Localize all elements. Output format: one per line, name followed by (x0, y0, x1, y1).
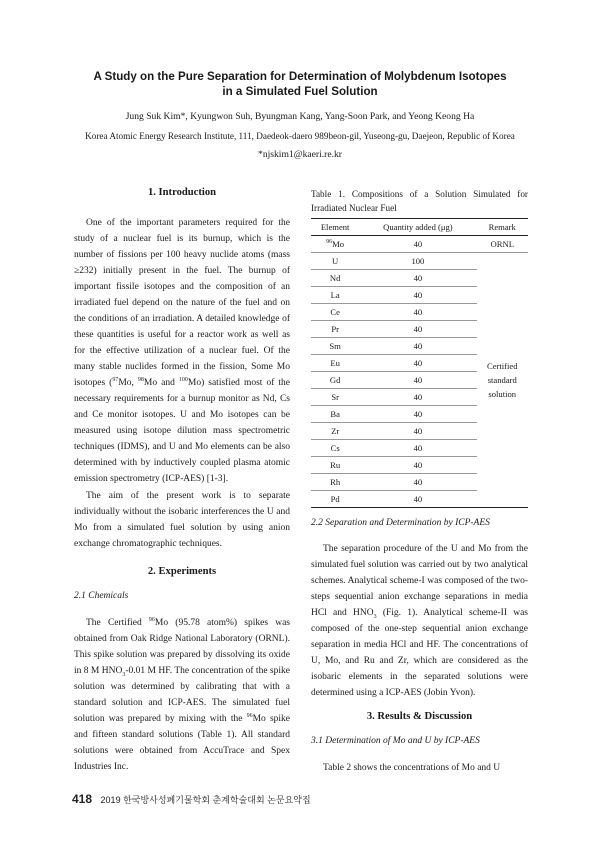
header-element: Element (320, 222, 350, 232)
cell-remark-ornl: ORNL (490, 239, 514, 249)
affiliation: Korea Atomic Energy Research Institute, 111, Daedeok-daero 989beon-gil, Yuseong-gu, Daejeon, Republic of Korea (85, 131, 515, 141)
cell-element: Ba (330, 409, 340, 419)
cell-quantity: 40 (413, 324, 423, 334)
cell-remark-standard: Certified standard solution (477, 253, 529, 508)
cell-quantity: 40 (413, 307, 423, 317)
determination-heading: 3.1 Determination of Mo and U by ICP-AES (311, 736, 480, 746)
cell-quantity: 40 (413, 426, 423, 436)
cell-quantity: 40 (413, 494, 423, 504)
table-row (311, 236, 528, 253)
cell-element: U (332, 256, 339, 266)
cell-element: Nd (329, 273, 341, 283)
cell-element: Ru (330, 460, 341, 470)
intro-paragraph-1: One of the important parameters required for the study of a nuclear fuel is its burnup, which is the number of fissions per 100 heavy nuclide atoms (mass ≥232) initially present in the fuel. The burnup of important fissile isotopes and the composition of an irradiated fuel depend on the nature of the fuel and on the conditions of an irradiation. A detailed knowledge of these quantities is useful for a reactor work as well as for the effective utilization of a nuclear fuel. Of the many stable nuclides formed in the fission, Some Mo isotopes ($^{97}$Mo, $^{98}$Mo and $^{100}$Mo) satisfied most of the necessary requirements for a burnup monitor as Nd, Cs and Ce monitor isotopes. U and Mo isotopes can be measured using isotope dilution mass spectrometric techniques (IDMS), and U and Mo elements can be also determined with by inductively coupled plasma atomic emission spectrometry (ICP-AES) [1-3]. (74, 218, 290, 484)
cell-element: Ce (330, 307, 340, 317)
cell-element: $^{96}$Mo (326, 239, 345, 249)
page-number: 418 (72, 792, 93, 806)
table-header-row (311, 219, 528, 236)
cell-quantity: 40 (413, 341, 423, 351)
cell-element: Rh (330, 477, 341, 487)
cell-quantity: 40 (413, 290, 423, 300)
cell-element: Gd (329, 375, 341, 385)
chemicals-heading: 2.1 Chemicals (74, 591, 129, 601)
cell-element: La (330, 290, 340, 300)
cell-quantity: 100 (411, 256, 425, 266)
cell-quantity: 40 (413, 460, 423, 470)
separation-paragraph: The separation procedure of the U and Mo from the simulated fuel solution was carried out by two analytical schemes. Analytical scheme-I was composed of the two-steps sequential anion exchange separations in media HCl and $HNO_3$ (Fig. 1). Analytical scheme-II was composed of the one-step sequential anion exchange separation in media HCl and HF. The concentrations of U, Mo, and Ru and Zr, which are considered as the isobaric elements in the separated solutions were determined using a ICP-AES (Jobin Yvon). (311, 544, 529, 698)
corresponding-email: *njskim1@kaeri.re.kr (258, 149, 342, 160)
author-list: Jung Suk Kim*, Kyungwon Suh, Byungman Kang, Yang-Soon Park, and Yeong Keong Ha (125, 111, 475, 122)
page-footer (72, 792, 311, 806)
right-column (311, 187, 528, 776)
cell-quantity: 40 (413, 358, 423, 368)
cell-element: Pd (330, 494, 340, 504)
cell-quantity: 40 (413, 375, 423, 385)
left-column (74, 187, 290, 775)
cell-quantity: 40 (413, 409, 423, 419)
cell-quantity: 40 (413, 392, 423, 402)
cell-element: Cs (330, 443, 340, 453)
cell-quantity: 40 (413, 477, 423, 487)
chemicals-paragraph: The Certified $^{96}$Mo (95.78 atom%) spikes was obtained from Oak Ridge National Laboratory (ORNL). This spike solution was prepared by dissolving its oxide in 8 M $HNO_3-0.01$ M HF. The concentration of the spike solution was determined by calibrating that with a standard solution and ICP-AES. The simulated fuel solution was prepared by mixing with the $^{96}$Mo spike and fifteen standard solutions (Table 1). All standard solutions were obtained from AccuTrace and Spex Industries Inc. (74, 616, 291, 772)
results-heading: 3. Results & Discussion (366, 711, 473, 722)
experiments-heading: 2. Experiments (147, 566, 217, 577)
header-remark: Remark (488, 222, 516, 232)
cell-quantity: 40 (413, 273, 423, 283)
proceedings-name: 2019 한국방사성폐기물학회 춘계학술대회 논문요약집 (100, 795, 311, 805)
cell-quantity: 40 (413, 239, 423, 249)
cell-quantity: 40 (413, 443, 423, 453)
separation-heading: 2.2 Separation and Determination by ICP-AES (311, 518, 490, 528)
table-1-caption: Table 1. Compositions of a Solution Simulated for Irradiated Nuclear Fuel (311, 189, 528, 213)
table-row (311, 253, 528, 270)
determination-paragraph: Table 2 shows the concentrations of Mo and U (323, 763, 501, 773)
cell-element: Sr (331, 392, 339, 402)
title-line-2: in a Simulated Fuel Solution (222, 85, 378, 98)
paper-title (60, 69, 540, 99)
title-line-1: A Study on the Pure Separation for Determination of Molybdenum Isotopes (93, 70, 507, 83)
cell-element: Pr (331, 324, 339, 334)
header-quantity: Quantity added (μg) (383, 222, 453, 232)
intro-heading: 1. Introduction (147, 187, 217, 198)
cell-element: Sm (329, 341, 341, 351)
cell-element: Eu (330, 358, 340, 368)
cell-element: Zr (331, 426, 340, 436)
table-1 (311, 218, 528, 508)
intro-paragraph-2: The aim of the present work is to separate individually without the isobaric interferences the U and Mo from a simulated fuel solution by using anion exchange chromatographic techniques. (74, 491, 290, 549)
